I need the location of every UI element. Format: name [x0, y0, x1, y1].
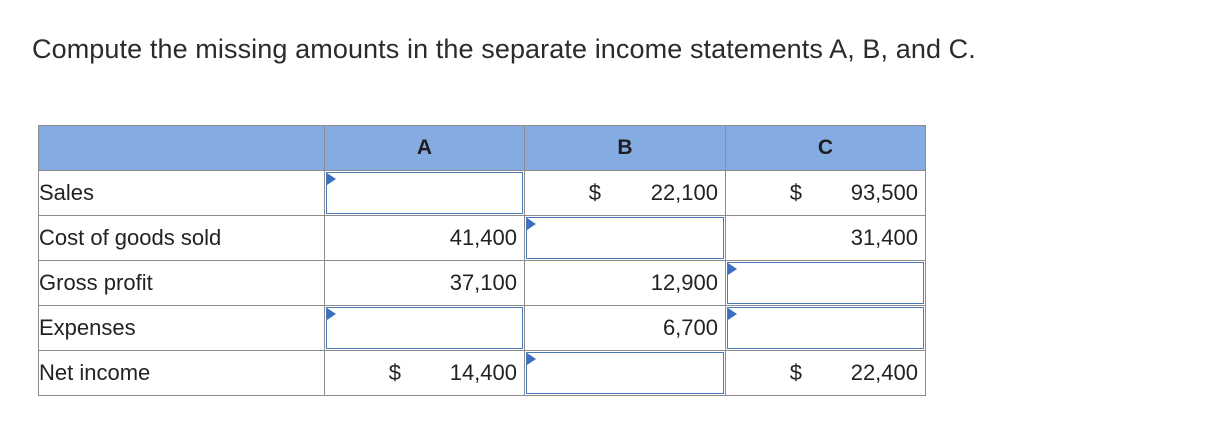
cell-expenses-c: [726, 306, 926, 351]
cell-gross-profit-c: [726, 261, 926, 306]
dollar-sign: $: [789, 360, 802, 385]
cell-expenses-b: [525, 306, 726, 351]
cell-gross-profit-a: [325, 261, 525, 306]
sales-b-value: 22,100: [650, 180, 718, 205]
cogs-c-value: 31,400: [850, 225, 918, 250]
row-label-cost-of-goods-sold: Cost of goods sold: [39, 216, 325, 261]
sales-c-value: 93,500: [850, 180, 918, 205]
cell-net-income-b: [525, 351, 726, 396]
cell-cogs-c: [726, 216, 926, 261]
answer-marker-icon: [327, 308, 336, 320]
row-label-net-income: Net income: [39, 351, 325, 396]
net-income-c-value: 22,400: [850, 360, 918, 385]
table-row-sales: [39, 171, 926, 216]
dollar-sign: $: [388, 360, 401, 385]
cell-sales-b: [525, 171, 726, 216]
answer-marker-icon: [327, 173, 336, 185]
header-row: [39, 126, 926, 171]
cogs-b-input[interactable]: [526, 217, 724, 259]
table-row-cost-of-goods-sold: [39, 216, 926, 261]
cell-net-income-c: [726, 351, 926, 396]
answer-marker-icon: [728, 263, 737, 275]
row-label-sales: Sales: [39, 171, 325, 216]
answer-marker-icon: [728, 308, 737, 320]
net-income-a-value: 14,400: [449, 360, 517, 385]
dollar-sign: $: [789, 180, 802, 205]
table-row-expenses: [39, 306, 926, 351]
answer-marker-icon: [527, 353, 536, 365]
table-row-gross-profit: [39, 261, 926, 306]
cogs-a-value: 41,400: [449, 225, 517, 250]
income-statements-table: [38, 125, 926, 396]
cell-cogs-b: [525, 216, 726, 261]
cell-net-income-a: [325, 351, 525, 396]
gross-profit-c-input[interactable]: [727, 262, 924, 304]
question-text: Compute the missing amounts in the separate income statements A, B, and C.: [32, 34, 976, 64]
header-column-b: B: [525, 126, 726, 171]
cell-sales-c: [726, 171, 926, 216]
expenses-b-value: 6,700: [662, 315, 718, 340]
header-column-a: A: [325, 126, 525, 171]
answer-marker-icon: [527, 218, 536, 230]
gross-profit-a-value: 37,100: [449, 270, 517, 295]
table-row-net-income: [39, 351, 926, 396]
cell-sales-a: [325, 171, 525, 216]
cell-gross-profit-b: [525, 261, 726, 306]
header-label-column: [39, 126, 325, 171]
cell-cogs-a: [325, 216, 525, 261]
expenses-a-input[interactable]: [326, 307, 523, 349]
sales-a-input[interactable]: [326, 172, 523, 214]
dollar-sign: $: [588, 180, 601, 205]
row-label-expenses: Expenses: [39, 306, 325, 351]
row-label-gross-profit: Gross profit: [39, 261, 325, 306]
header-column-c: C: [726, 126, 926, 171]
gross-profit-b-value: 12,900: [650, 270, 718, 295]
expenses-c-input[interactable]: [727, 307, 924, 349]
cell-expenses-a: [325, 306, 525, 351]
net-income-b-input[interactable]: [526, 352, 724, 394]
